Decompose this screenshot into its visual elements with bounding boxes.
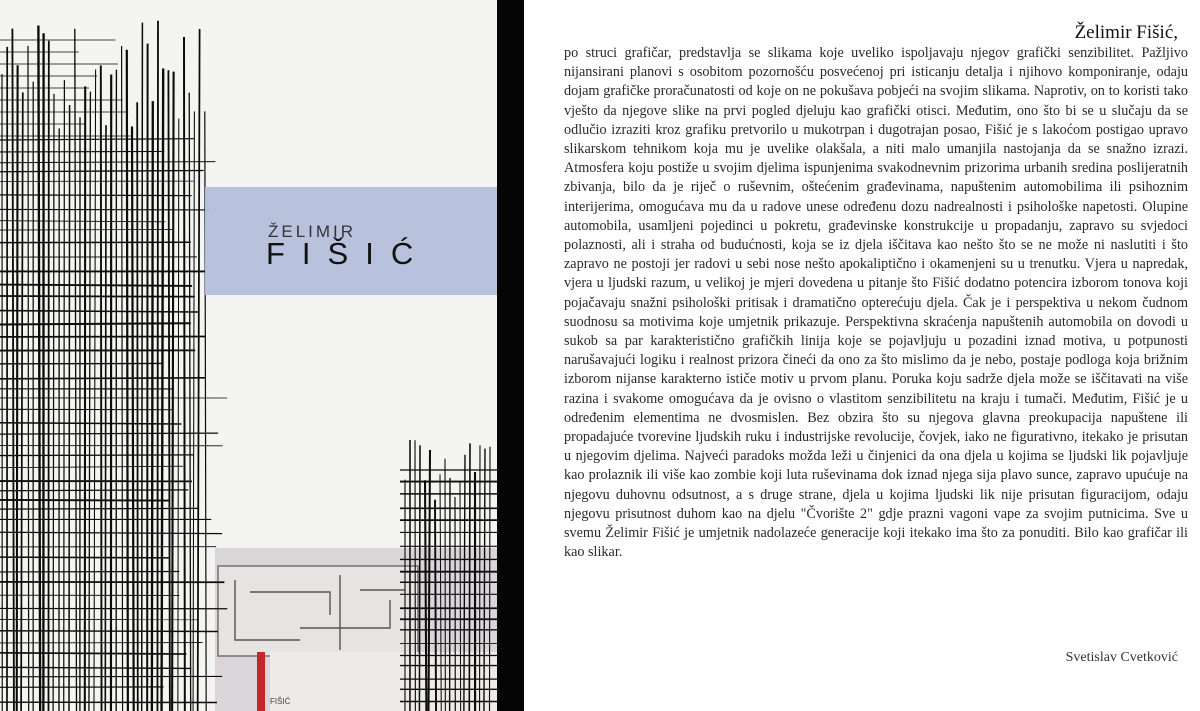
book-spine — [497, 0, 524, 711]
signature: Svetislav Cvetković — [1065, 650, 1178, 665]
book-cover — [0, 0, 497, 711]
text-page — [524, 0, 1200, 711]
red-marker — [257, 652, 265, 711]
cover-signature: FIŠIĆ — [270, 697, 291, 706]
cover-first-name: ŽELIMIR — [268, 222, 357, 241]
scaffolding-artwork — [0, 0, 497, 711]
body-paragraph: po struci grafičar, predstavlja se slikama koje uveliko ispoljavaju njegov grafički senzibilitet. Pažljivo nijansirani planovi s osobitom pozornošću posvećenoj pri isticanju detalja i njihovo komponiranje, odaju dojam grafičke proračunatosti od koje on ne pokušava pobjeći na svojim slikama. Naprotiv, on to koristi tako vješto da njegove slike na prvi pogled djeluju kao grafički otisci. Međutim, ono što bi se u slučaju da se odlučio izraziti kroz grafiku pretvorilo u mukotrpan i dugotrajan posao, Fišić je s lakoćom postigao upravo slikarskom tehnikom koja mu je uvelike olakšala, a niti malo umanjila nastojanja da se snažno izrazi. Atmosfera koju postiže u svojim djelima ispunjenima svakodnevnim prizorima urbanih sredina poslijeratnih zbivanja, bilo da je riječ o ruševnim, oštećenim građevinama, napuštenim automobilima ili psihoznim interijerima, omogućava mu da u radove unese određenu dozu nadrealnosti i psihološke napetosti. Olupine automobila, usamljeni pojedinci u pokretu, građevinske konstrukcije u propadanju, zapravo su svjedoci polaznosti, ali i straha od budućnosti, koja se iz djela iščitava kao nešto što se ne može ni naslutiti i što zapravo ne postoji jer radovi u sebi nose nešto apokaliptično i okamenjeni su u trenutku. Vjera u napredak, vjera u ljudski razum, u velikoj je mjeri dovedena u pitanje što Fišić dodatno potencira izborom tonova koji pojačavaju snažni psihološki pritisak i dramatično opterećuju djela. Čak je i perspektiva u nekom čudnom suodnosu sa motivima koje umjetnik prikazuje. Perspektivna skraćenja napuštenih automobila on dovodi u sukob sa par karakteristično grafičkih linija koje se pojavljuju u pozadini iznad motiva, u potpunosti narušavajući logiku i realnost prizora čineći da ono za što mislimo da je nebo, postaje podloga koja brižnim izborom nijanse karakterno ističe motiv u prvom planu. Poruka koju sadrže djela može se iščitavati na više razina i svakome omogućava da je ovisno o vlastitom senzibilitetu na kraju i tumači. Međutim, Fišić je u određenim elementima ne dvosmislen. Bez obzira što su njegova glavna preokupacija napuštene ili propadajuće tvorevine ljudskih ruku i industrijske revolucije, čovjek, iako ne figurativno, itekako je prisutan u njegovim djelima. Najveći paradoks možda leži u činjenici da ona djela u kojima se ljudski lik pojavljuje kao prolaznik ili više kao zombie koji luta ruševinama dok iznad njega sija plavo sunce, zapravo upućuje na njegovu duhovnu odsutnost, a s druge strane, djela u kojima ljudski lik nije prisutan figuracijom, odaju njegovu prisutnost duhom kao na djelu "Čvorište 2" gdje prazni vagoni vape za svojim putnicima. Sve u svemu Želimir Fišić je umjetnik nadolazeće generacije koji itekako ima što za ponuditi. Bilo kao grafičar ili kao slikar. — [564, 45, 1188, 561]
author-heading: Želimir Fišić, — [1074, 22, 1178, 43]
building-facade — [218, 566, 418, 656]
cover-last-name: FIŠIĆ — [266, 236, 431, 271]
